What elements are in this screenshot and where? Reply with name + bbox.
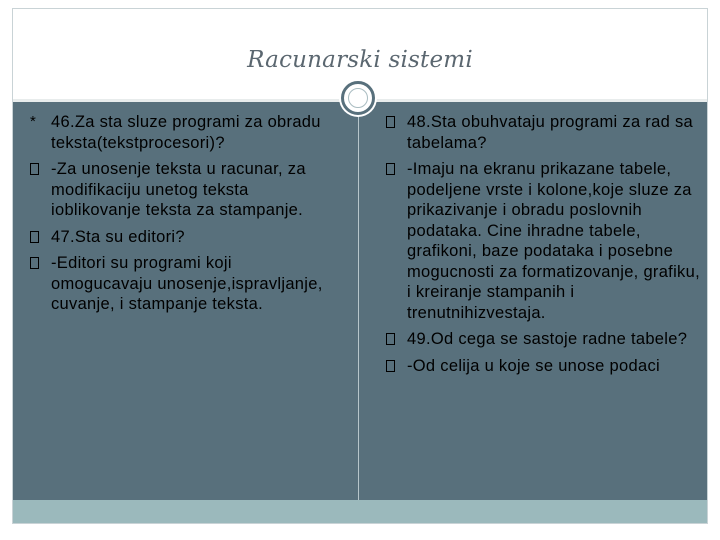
item-text: 47.Sta su editori? [51,227,185,246]
box-bullet-icon [30,253,46,276]
item-text: -Od celija u koje se unose podaci [407,356,660,375]
box-bullet-icon [386,356,402,379]
box-bullet-icon [30,227,46,250]
list-item [386,356,702,377]
list-item [386,159,702,323]
item-text: 48.Sta obuhvataju programi za rad sa tabelama? [407,113,693,152]
item-text: 46.Za sta sluze programi za obradu teksta(tekstprocesori)? [51,113,321,152]
item-text: -Imaju na ekranu prikazane tabele, podeljene vrste i kolone,koje sluze za prikazivanje i obradu poslovnih podataka. Cine ihradne tabele, grafikoni, baze podataka i posebne mogucnosti za formatizovanje, grafiku, i kreiranje stampanih i trenutnihizvestaja. [407,160,700,322]
list-item [30,112,330,153]
box-bullet-icon [30,159,46,182]
box-bullet-icon [386,112,402,135]
right-column [386,112,702,382]
footer-band [13,500,707,523]
column-divider [358,102,359,500]
item-text: -Editori su programi koji omogucavaju unosenje,ispravljanje, cuvanje, i stampanje teksta. [51,254,323,313]
left-column [30,112,330,321]
list-item [30,227,330,248]
list-item [386,112,702,153]
box-bullet-icon [386,329,402,352]
list-item [30,159,330,221]
circle-ornament-icon [341,81,375,115]
slide-title: Racunarski sistemi [247,47,473,73]
list-item [386,329,702,350]
item-text: -Za unosenje teksta u racunar, za modifikaciju unetog teksta ioblikovanje teksta za stampanje. [51,160,306,219]
item-text: 49.Od cega se sastoje radne tabele? [407,330,688,348]
list-item [30,253,330,315]
asterisk-bullet-icon: * [30,113,37,130]
box-bullet-icon [386,159,402,182]
